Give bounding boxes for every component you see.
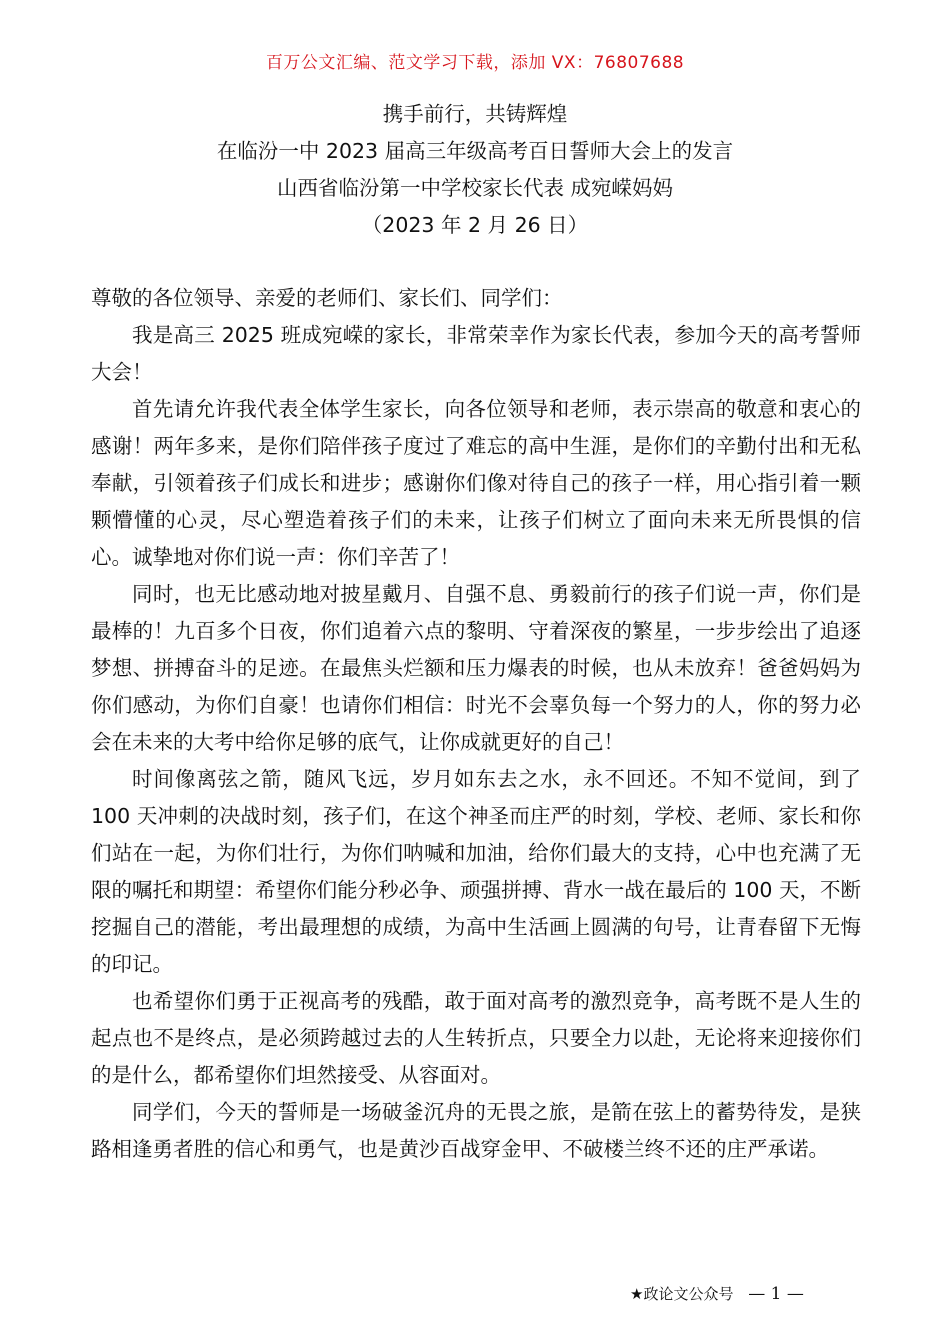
speaker-line: 山西省临汾第一中学校家长代表 成宛嵘妈妈 [276,176,673,200]
paragraph: 同学们，今天的誓师是一场破釜沉舟的无畏之旅，是箭在弦上的蓄势待发，是狭路相逢勇者胜的信心和勇气，也是黄沙百战穿金甲、不破楼兰终不还的庄严承诺。 [91,1100,861,1161]
salutation: 尊敬的各位领导、亲爱的老师们、家长们、同学们： [91,286,563,310]
paragraph: 时间像离弦之箭，随风飞远，岁月如东去之水，永不回还。不知不觉间，到了 100 天冲刺的决战时刻，孩子们，在这个神圣而庄严的时刻，学校、老师、家长和你们站在一起，为你们壮行，为你们呐喊和加油，给你们最大的支持，心中也充满了无限的嘱托和期望：希望你们能分秒必争、顽强拼搏、背水一战在最后的 100 天，不断挖掘自己的潜能，考出最理想的成绩，为高中生活画上圆满的句号，让青春留下无悔的印记。 [91,767,861,976]
paragraph: 我是高三 2025 班成宛嵘的家长，非常荣幸作为家长代表，参加今天的高考誓师大会！ [91,323,861,384]
title-block [0,96,950,244]
watermark-text: 百万公文汇编、范文学习下载，添加 VX：76807688 [265,53,685,73]
page-number: — 1 — [748,1284,804,1304]
paragraph: 同时，也无比感动地对披星戴月、自强不息、勇毅前行的孩子们说一声，你们是最棒的！九百多个日夜，你们追着六点的黎明、守着深夜的繁星，一步步绘出了追逐梦想、拼搏奋斗的足迹。在最焦头烂额和压力爆表的时候，也从未放弃！爸爸妈妈为你们感动，为你们自豪！也请你们相信：时光不会辜负每一个努力的人，你的努力必会在未来的大考中给你足够的底气，让你成就更好的自己！ [91,582,861,754]
date-line: （2023 年 2 月 26 日） [361,213,589,237]
page-footer [630,1283,804,1304]
paragraph: 也希望你们勇于正视高考的残酷，敢于面对高考的激烈竞争，高考既不是人生的起点也不是终点，是必须跨越过去的人生转折点，只要全力以赴，无论将来迎接你们的是什么，都希望你们坦然接受、从容面对。 [91,989,861,1087]
footer-source: ★政论文公众号 [630,1285,734,1303]
body-text [91,280,861,1168]
document-title: 携手前行，共铸辉煌 [382,102,568,126]
document-subtitle: 在临汾一中 2023 届高三年级高考百日誓师大会上的发言 [216,139,734,163]
paragraph: 首先请允许我代表全体学生家长，向各位领导和老师，表示崇高的敬意和衷心的感谢！两年多来，是你们陪伴孩子度过了难忘的高中生涯，是你们的辛勤付出和无私奉献，引领着孩子们成长和进步；感谢你们像对待自己的孩子一样，用心指引着一颗颗懵懂的心灵，尽心塑造着孩子们的未来，让孩子们树立了面向未来无所畏惧的信心。诚挚地对你们说一声：你们辛苦了！ [91,397,861,569]
